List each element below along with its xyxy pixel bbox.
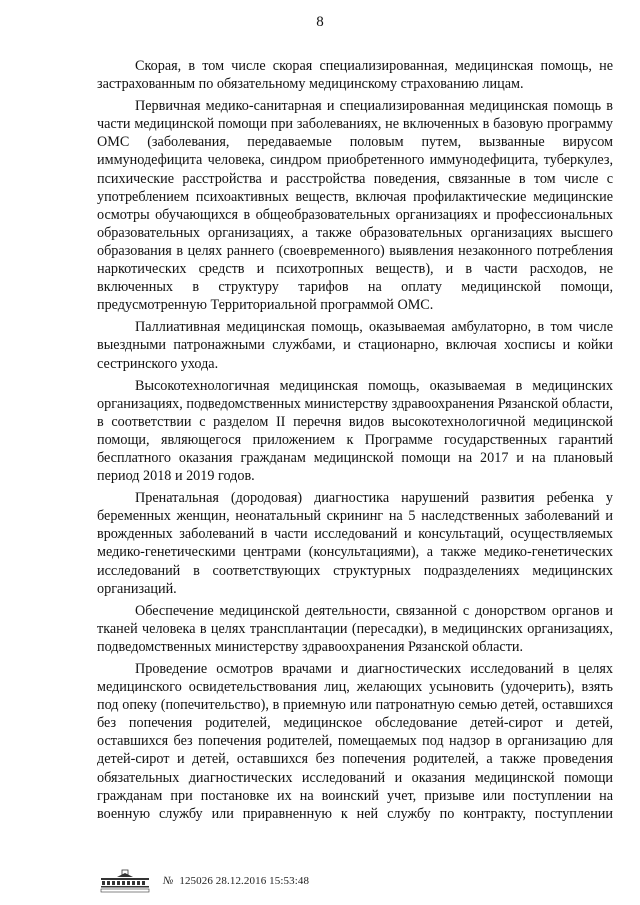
document-body	[97, 57, 613, 823]
number-sign: №	[163, 875, 174, 887]
stamp-text: 125026 28.12.2016 15:53:48	[179, 875, 310, 887]
government-building-logo-icon	[97, 868, 153, 894]
registration-stamp	[163, 875, 309, 887]
paragraph-4: Высокотехнологичная медицинская помощь, оказываемая в медицинских организациях, подведомственных министерству здравоохранения Рязанской области, в соответствии с разделом II перечня видов высокотехнологичной медицинской помощи, являющегося приложением к Программе государственных гарантий бесплатного оказания гражданам медицинской помощи на 2017 и на плановый период 2018 и 2019 годов.	[97, 377, 613, 485]
paragraph-7: Проведение осмотров врачами и диагностических исследований в целях медицинского освидетельствования лиц, желающих усыновить (удочерить), взять под опеку (попечительство), в приемную или патронатную семью детей, оставшихся без попечения родителей, медицинское обследование детей-сирот и детей, оставшихся без попечения родителей, помещаемых под надзор в организацию для детей-сирот и детей, оставшихся без попечения родителей, а также проведения обязательных диагностических исследований и оказания медицинской помощи гражданам при постановке их на воинский учет, призыве или поступлении на военную службу или приравненную к ней службу по контракту, поступлении	[97, 661, 613, 822]
paragraph-2: Первичная медико-санитарная и специализированная медицинская помощь в части медицинской помощи при заболеваниях, не включенных в базовую программу ОМС (заболевания, передаваемые половым путем, вызванные вирусом иммунодефицита человека, синдром приобретенного иммунодефицита, туберкулез, психические расстройства и расстройства поведения, связанные в том числе с употреблением психоактивных веществ, включая профилактические медицинские осмотры обучающихся в общеобразовательных организациях и профессиональных образовательных организациях, а также образовательных организациях высшего образования в целях раннего (своевременного) выявления незаконного потребления наркотических средств и психотропных веществ), и в части расходов, не включенных в структуру тарифов на оплату медицинской помощи, предусмотренную Территориальной программой ОМС.	[97, 98, 613, 314]
paragraph-6: Обеспечение медицинской деятельности, связанной с донорством органов и тканей человека в целях трансплантации (пересадки), в медицинских организациях, подведомственных министерству здравоохранения Рязанской области.	[97, 602, 613, 655]
paragraph-5: Пренатальная (дородовая) диагностика нарушений развития ребенка у беременных женщин, неонатальный скрининг на 5 наследственных заболеваний и врожденных заболеваний в части исследований и консультаций, осуществляемых медико-генетическими центрами (консультациями), а также медико-генетических исследований в соответствующих структурных подразделениях медицинских организаций.	[97, 490, 613, 597]
paragraph-3: Паллиативная медицинская помощь, оказываемая амбулаторно, в том числе выездными патронажными службами, и стационарно, включая хосписы и койки сестринского ухода.	[97, 319, 613, 372]
paragraph-1: Скорая, в том числе скорая специализированная, медицинская помощь, не застрахованным по обязательному медицинскому страхованию лицам.	[97, 58, 613, 93]
document-footer	[97, 866, 309, 896]
page-number: 8	[316, 14, 324, 30]
